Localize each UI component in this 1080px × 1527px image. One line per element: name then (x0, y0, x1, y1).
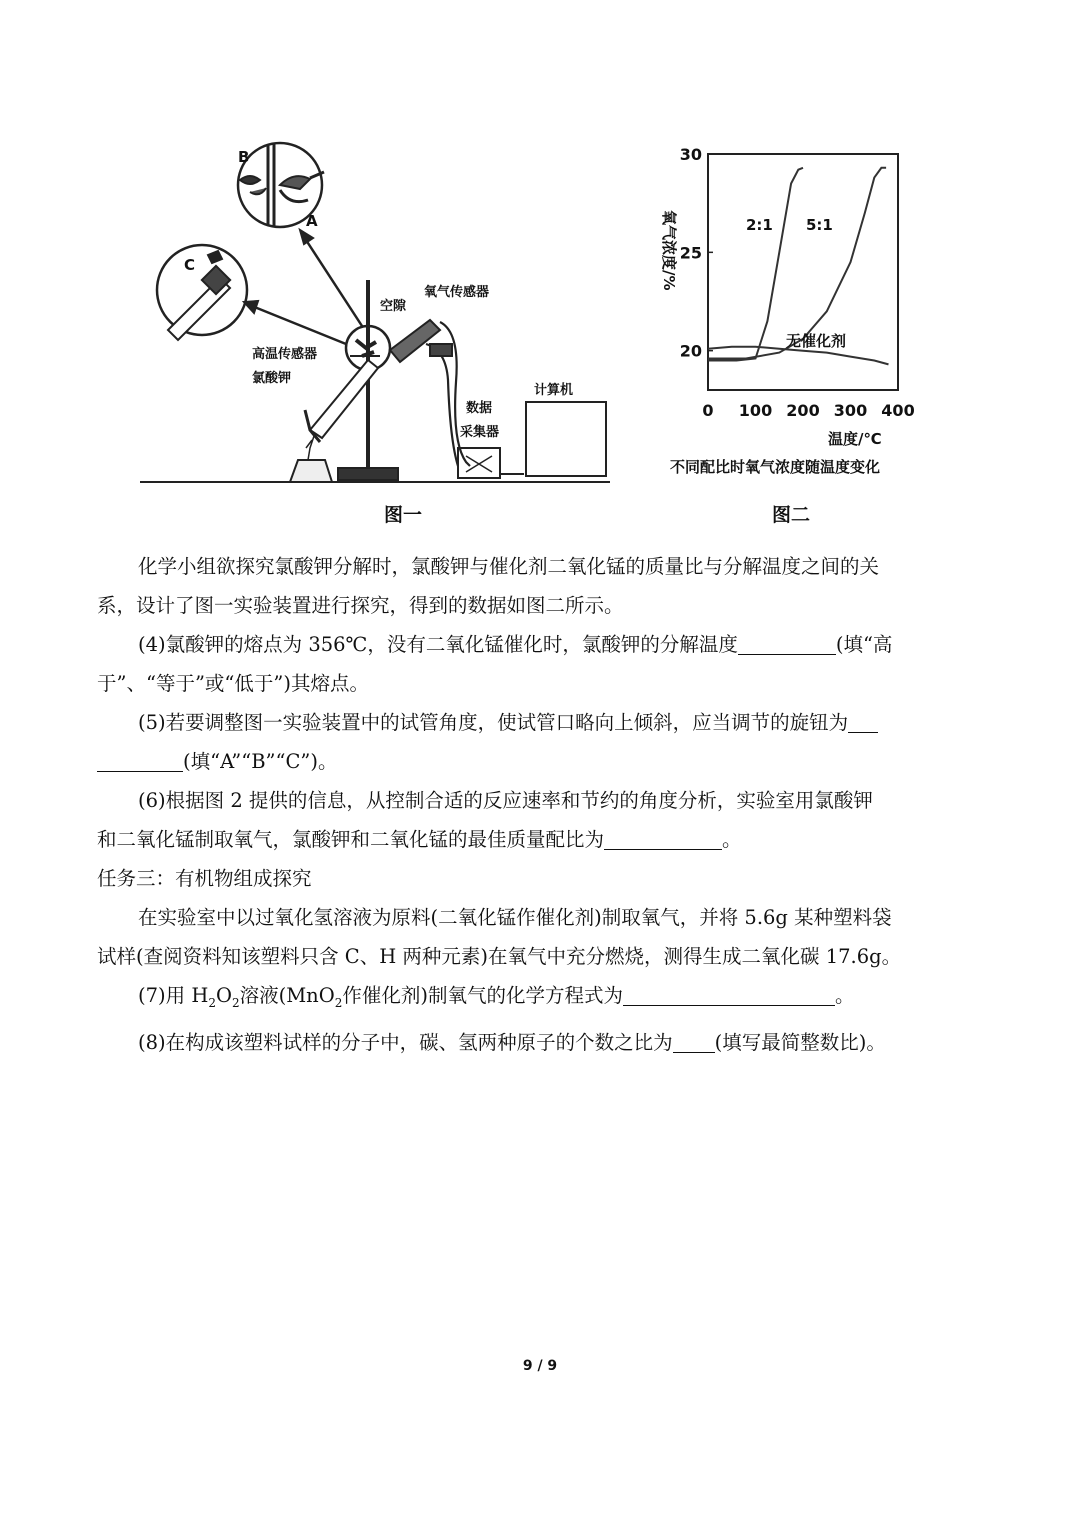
question-5-cont (97, 742, 987, 781)
x-tick-label: 400 (881, 401, 915, 420)
apparatus-figure (140, 130, 610, 490)
label-collector-1: 数据 (466, 401, 493, 416)
q7-text-b: O (215, 984, 232, 1007)
para2-line-2: 试样(查阅资料知该塑料只含 C、H 两种元素)在氧气中充分燃烧，测得生成二氧化碳 17.6g。 (97, 945, 902, 968)
figure2-caption: 图二 (772, 504, 811, 526)
question-4 (97, 625, 987, 664)
q7-text-d: 作催化剂)制氧气的化学方程式为 (342, 984, 623, 1007)
q6-text-b: 和二氧化锰制取氧气，氯酸钾和二氧化锰的最佳质量配比为 (97, 828, 605, 851)
x-tick-label: 100 (738, 401, 773, 420)
question-8 (97, 1023, 987, 1062)
x-axis-label: 温度/℃ (828, 430, 882, 448)
computer (526, 402, 606, 476)
series-line (708, 168, 886, 359)
page-number: 9 / 9 (522, 1358, 558, 1374)
stand-base (338, 468, 398, 480)
para2-line-1: 在实验室中以过氧化氢溶液为原料(二氧化锰作催化剂)制取氧气，并将 5.6g 某种塑料袋 (138, 906, 892, 929)
x-tick-label: 200 (786, 401, 820, 420)
label-collector-2: 采集器 (460, 425, 500, 440)
q8-text-a: (8)在构成该塑料试样的分子中，碳、氢两种原子的个数之比为 (138, 1030, 673, 1054)
y-axis-label: 氧气浓度/% (660, 210, 678, 291)
q6-answer-blank[interactable] (604, 827, 722, 850)
question-5 (97, 703, 987, 742)
q4-text-a: (4)氯酸钾的熔点为 356℃，没有二氧化锰催化时，氯酸钾的分解温度 (138, 633, 738, 656)
q8-answer-blank[interactable] (673, 1030, 715, 1053)
label-c: C (184, 256, 196, 274)
q7-text-c: 溶液(MnO (239, 984, 335, 1007)
y-tick-label: 30 (679, 145, 702, 164)
q5-text-a: (5)若要调整图一实验装置中的试管角度，使试管口略向上倾斜，应当调节的旋钮为 (138, 711, 849, 734)
label-gap: 空隙 (380, 299, 407, 314)
q7-answer-blank[interactable] (623, 983, 835, 1006)
series-label: 5:1 (806, 216, 833, 234)
label-hightemp-sensor: 高温传感器 (252, 347, 318, 362)
label-a: A (306, 212, 318, 230)
figure1-caption: 图一 (384, 504, 423, 526)
x-tick-label: 300 (833, 401, 868, 420)
plot-frame (708, 154, 898, 390)
q7-sub-1: 2 (208, 995, 216, 1010)
q4-text-b: (填“高 (835, 633, 893, 656)
q5-text-b: (填“A”“B”“C”)。 (183, 750, 338, 773)
question-6 (97, 820, 987, 859)
label-computer: 计算机 (534, 383, 574, 398)
q4-answer-blank[interactable] (738, 632, 836, 655)
magnified-circle-c (157, 245, 247, 335)
question-7 (97, 976, 987, 1023)
q7-sub-3: 2 (334, 995, 343, 1010)
label-o2-sensor: 氧气传感器 (424, 285, 490, 300)
x-tick-label: 0 (702, 401, 714, 420)
y-tick-label: 25 (679, 243, 702, 263)
q5-answer-blank[interactable] (97, 749, 183, 772)
q6-text-a: (6)根据图 2 提供的信息，从控制合适的反应速率和节约的角度分析，实验室用氯酸钾 (138, 789, 873, 812)
intro-line-2: 系，设计了图一实验装置进行探究，得到的数据如图二所示。 (97, 594, 624, 617)
task-three-heading: 任务三：有机物组成探究 (97, 867, 312, 890)
q5-answer-blank-start[interactable] (848, 710, 878, 733)
q6-text-c: 。 (722, 828, 742, 851)
y-tick-label: 20 (679, 341, 702, 361)
q7-sub-2: 2 (231, 995, 240, 1010)
label-b: B (238, 148, 250, 166)
chart-title: 不同配比时氧气浓度随温度变化 (670, 458, 881, 476)
alcohol-lamp (290, 460, 332, 482)
series-label: 2:1 (746, 216, 773, 234)
intro-line-1: 化学小组欲探究氯酸钾分解时，氯酸钾与催化剂二氧化锰的质量比与分解温度之间的关 (138, 555, 880, 578)
question-text (97, 547, 987, 1062)
label-kclo3: 氯酸钾 (252, 371, 292, 386)
q4-text-c: 于”、“等于”或“低于”)其熔点。 (97, 672, 369, 695)
series-label: 无催化剂 (786, 332, 847, 350)
q7-text-e: 。 (834, 984, 855, 1007)
q7-text-a: (7)用 H (138, 984, 209, 1007)
oxygen-concentration-chart (650, 140, 950, 480)
q8-text-b: (填写最简整数比)。 (714, 1030, 886, 1054)
data-collector (458, 448, 500, 478)
